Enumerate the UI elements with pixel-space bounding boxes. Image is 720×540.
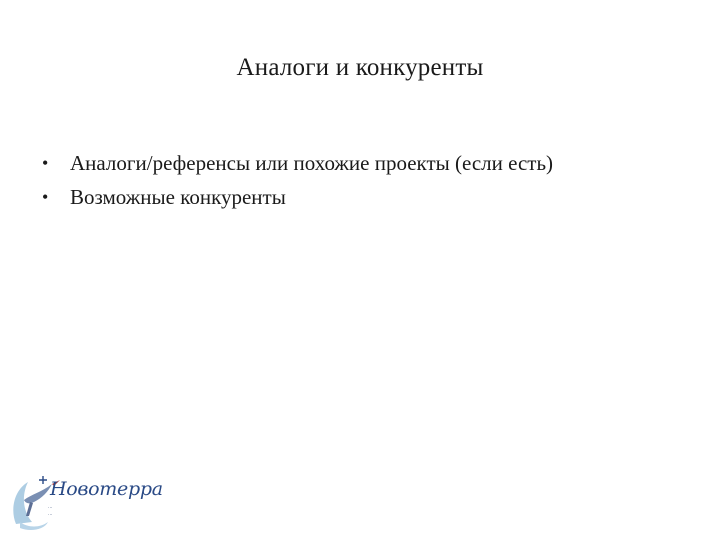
logo-tagline <box>48 504 53 518</box>
logo-tagline-line: ... <box>48 504 53 510</box>
bullet-marker: • <box>42 153 49 173</box>
logo-tagline-line: ... <box>48 511 53 517</box>
company-logo <box>10 470 163 536</box>
bullet-item <box>40 146 553 180</box>
bullet-list <box>40 146 553 214</box>
logo-name: Новотерра <box>50 478 163 500</box>
bullet-text: Возможные конкуренты <box>70 185 286 209</box>
slide-title: Аналоги и конкуренты <box>236 54 484 81</box>
bullet-marker: • <box>42 187 49 207</box>
bullet-text: Аналоги/референсы или похожие проекты (если есть) <box>70 151 554 175</box>
bullet-item <box>40 180 553 214</box>
